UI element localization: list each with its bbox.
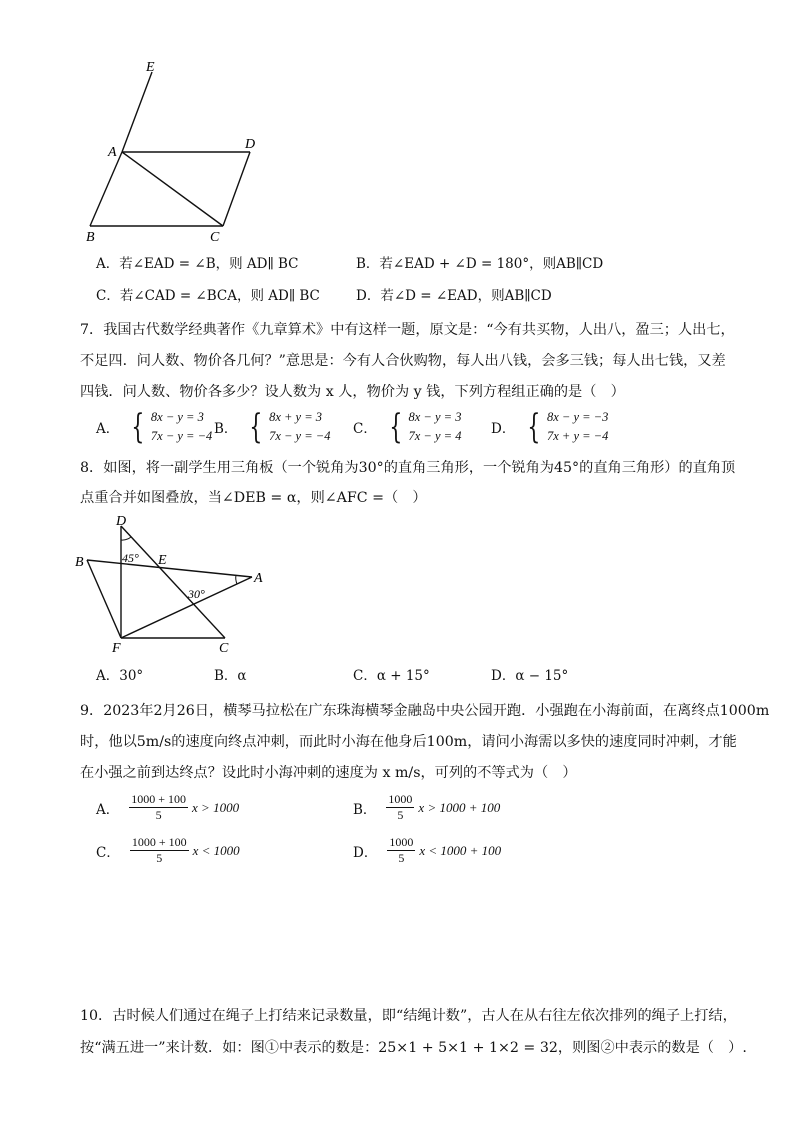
q6-option-c: C．若∠CAD = ∠BCA，则 AD∥ BC: [96, 288, 320, 304]
parallelogram-figure: [80, 55, 270, 250]
q9-option-d: [353, 835, 501, 866]
segment-BA: [87, 560, 252, 577]
option-label: B．: [214, 421, 238, 437]
angle-45-arc: [121, 537, 131, 540]
numerator: 1000 + 100: [131, 835, 187, 849]
ray-AE: [122, 72, 152, 152]
label-B: B: [75, 555, 84, 570]
label-E: E: [158, 553, 167, 568]
numerator: 1000 + 100: [131, 792, 187, 806]
q9-text-line-2: 时，他以5m/s的速度向终点冲刺，而此时小海在他身后100m，请问小海需以多快的速度同时冲刺，才能: [80, 734, 737, 750]
triangle-rulers-figure: [72, 514, 272, 656]
inequality-tail: x < 1000 + 100: [419, 842, 502, 858]
angle-30-label: 30°: [188, 587, 205, 601]
denominator: 5: [398, 851, 405, 865]
numerator: 1000: [389, 835, 414, 849]
option-label: A．: [96, 801, 120, 818]
inequality-tail: x < 1000: [192, 842, 240, 858]
q6-option-a: A．若∠EAD = ∠B，则 AD∥ BC: [96, 256, 299, 272]
q10-text-line-1: 10．古时候人们通过在绳子上打结来记录数量，即“结绳计数”，古人在从右往左依次排列的绳子上打结，: [80, 1008, 737, 1024]
q7-option-b: [214, 408, 330, 446]
label-D: D: [116, 514, 127, 529]
q9-option-b: [353, 792, 500, 823]
segment-DC: [223, 152, 250, 226]
q7-text-line-3: 四钱．问人数、物价各多少？设人数为 x 人，物价为 y 钱，下列方程组正确的是（ ）: [80, 384, 625, 400]
label-E: E: [146, 60, 155, 75]
q10-text-line-2: 按“满五进一”来计数．如：图①中表示的数是：25×1 + 5×1 + 1×2 = 32，则图②中表示的数是（ ）.: [80, 1040, 747, 1056]
label-D: D: [245, 137, 256, 152]
q7-text-line-2: 不足四．问人数、物价各几何？”意思是：今有人合伙购物，每人出八钱，会多三钱；每人出七钱，又差: [80, 353, 726, 369]
q7-option-c: [353, 408, 461, 446]
q8-option-a: A．30°: [96, 668, 144, 684]
inequality-tail: x > 1000: [192, 799, 240, 815]
label-C: C: [219, 641, 229, 656]
segment-AB: [90, 152, 122, 226]
equation-1: 8x + y = 3: [269, 410, 323, 424]
q8-option-b: B．α: [214, 668, 247, 684]
option-label: D．: [353, 844, 378, 861]
label-B: B: [86, 230, 95, 245]
q9-option-c: [96, 835, 240, 866]
option-label: C．: [96, 844, 120, 861]
brace-icon: {: [389, 407, 403, 447]
brace-icon: {: [131, 407, 145, 447]
q8-text-line-1: 8．如图，将一副学生用三角板（一个锐角为30°的直角三角形，一个锐角为45°的直角三角形）的直角顶: [80, 460, 736, 476]
segment-FA: [121, 577, 252, 638]
angle-30-arc: [236, 575, 237, 584]
inequality-tail: x > 1000 + 100: [418, 799, 501, 815]
brace-icon: {: [527, 407, 541, 447]
equation-2: 7x − y = −4: [269, 429, 331, 443]
equation-2: 7x − y = −4: [150, 429, 213, 443]
q8-option-c: C．α + 15°: [353, 668, 430, 684]
label-A: A: [108, 145, 117, 160]
q8-text-line-2: 点重合并如图叠放，当∠DEB = α，则∠AFC =（ ）: [80, 490, 427, 506]
numerator: 1000: [388, 792, 413, 806]
q9-text-line-3: 在小强之前到达终点？设此时小海冲刺的速度为 x m/s，可列的不等式为（ ）: [80, 765, 577, 781]
q6-option-b: B．若∠EAD + ∠D = 180°，则AB∥CD: [356, 256, 604, 272]
option-label: B．: [353, 801, 377, 818]
q9-text-line-1: 9．2023年2月26日，横琴马拉松在广东珠海横琴金融岛中央公园开跑．小强跑在小海前面，在离终点1000m: [80, 703, 770, 719]
equation-1: 8x − y = −3: [546, 410, 609, 424]
equation-2: 7x + y = −4: [546, 429, 609, 443]
equation-1: 8x − y = 3: [408, 410, 462, 424]
denominator: 5: [156, 851, 163, 865]
q7-text-line-1: 7．我国古代数学经典著作《九章算术》中有这样一题，原文是：“今有共买物，人出八，盈三；人出七，: [80, 322, 735, 338]
option-label: A．: [96, 421, 120, 437]
q9-option-a: [96, 792, 239, 823]
equation-1: 8x − y = 3: [150, 410, 204, 424]
denominator: 5: [397, 808, 404, 822]
segment-DC: [121, 526, 225, 638]
equation-2: 7x − y = 4: [408, 429, 462, 443]
angle-45-label: 45°: [122, 551, 139, 565]
segment-AC: [122, 152, 223, 226]
q6-option-d: D．若∠D = ∠EAD，则AB∥CD: [356, 288, 552, 304]
denominator: 5: [155, 808, 162, 822]
label-A: A: [254, 571, 263, 586]
q7-option-d: [491, 408, 608, 446]
option-label: D．: [491, 421, 516, 437]
brace-icon: {: [249, 407, 263, 447]
q8-option-d: D．α − 15°: [491, 668, 569, 684]
label-F: F: [112, 641, 121, 656]
q7-option-a: [96, 408, 212, 446]
option-label: C．: [353, 421, 377, 437]
segment-BF: [87, 560, 121, 638]
label-C: C: [210, 230, 220, 245]
